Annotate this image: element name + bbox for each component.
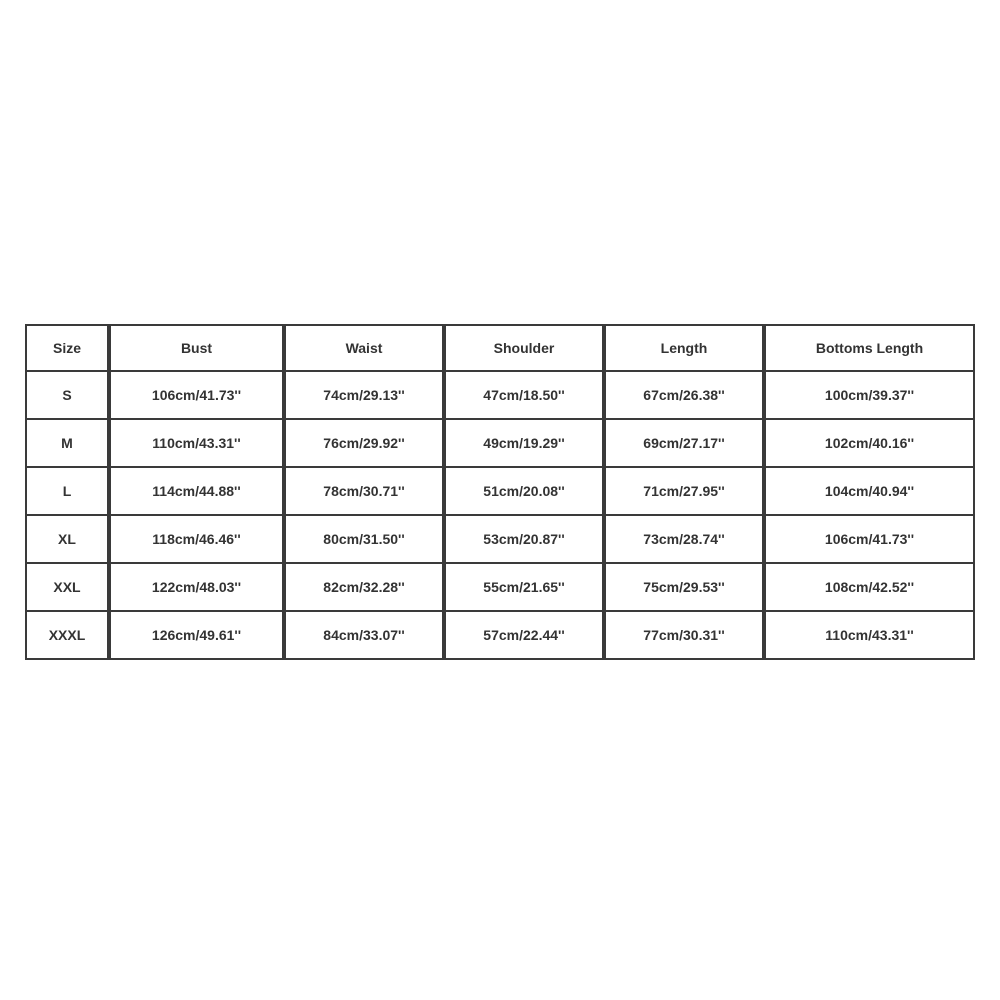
bottoms-length-cell: 102cm/40.16'' [764, 420, 975, 468]
length-cell: 71cm/27.95'' [604, 468, 764, 516]
shoulder-cell: 47cm/18.50'' [444, 372, 604, 420]
shoulder-cell: 57cm/22.44'' [444, 612, 604, 660]
bust-cell: 106cm/41.73'' [109, 372, 284, 420]
waist-cell: 74cm/29.13'' [284, 372, 444, 420]
header-shoulder: Shoulder [444, 324, 604, 372]
waist-cell: 80cm/31.50'' [284, 516, 444, 564]
bottoms-length-cell: 100cm/39.37'' [764, 372, 975, 420]
bottoms-length-cell: 110cm/43.31'' [764, 612, 975, 660]
table-row [25, 420, 975, 468]
bust-cell: 122cm/48.03'' [109, 564, 284, 612]
bust-cell: 110cm/43.31'' [109, 420, 284, 468]
length-cell: 77cm/30.31'' [604, 612, 764, 660]
bottoms-length-cell: 108cm/42.52'' [764, 564, 975, 612]
shoulder-cell: 51cm/20.08'' [444, 468, 604, 516]
size-cell: XL [25, 516, 109, 564]
header-bottoms-length: Bottoms Length [764, 324, 975, 372]
bust-cell: 118cm/46.46'' [109, 516, 284, 564]
length-cell: 67cm/26.38'' [604, 372, 764, 420]
waist-cell: 76cm/29.92'' [284, 420, 444, 468]
header-length: Length [604, 324, 764, 372]
shoulder-cell: 53cm/20.87'' [444, 516, 604, 564]
header-row [25, 324, 975, 372]
header-bust: Bust [109, 324, 284, 372]
waist-cell: 84cm/33.07'' [284, 612, 444, 660]
header-size: Size [25, 324, 109, 372]
size-cell: L [25, 468, 109, 516]
length-cell: 69cm/27.17'' [604, 420, 764, 468]
bust-cell: 114cm/44.88'' [109, 468, 284, 516]
bust-cell: 126cm/49.61'' [109, 612, 284, 660]
waist-cell: 82cm/32.28'' [284, 564, 444, 612]
table-row [25, 468, 975, 516]
size-cell: S [25, 372, 109, 420]
size-chart-body [25, 324, 975, 660]
size-chart-table [25, 324, 975, 660]
size-cell: M [25, 420, 109, 468]
size-cell: XXL [25, 564, 109, 612]
table-row [25, 612, 975, 660]
bottoms-length-cell: 104cm/40.94'' [764, 468, 975, 516]
shoulder-cell: 55cm/21.65'' [444, 564, 604, 612]
table-row [25, 372, 975, 420]
table-row [25, 516, 975, 564]
length-cell: 73cm/28.74'' [604, 516, 764, 564]
length-cell: 75cm/29.53'' [604, 564, 764, 612]
table-row [25, 564, 975, 612]
size-cell: XXXL [25, 612, 109, 660]
shoulder-cell: 49cm/19.29'' [444, 420, 604, 468]
header-waist: Waist [284, 324, 444, 372]
bottoms-length-cell: 106cm/41.73'' [764, 516, 975, 564]
waist-cell: 78cm/30.71'' [284, 468, 444, 516]
